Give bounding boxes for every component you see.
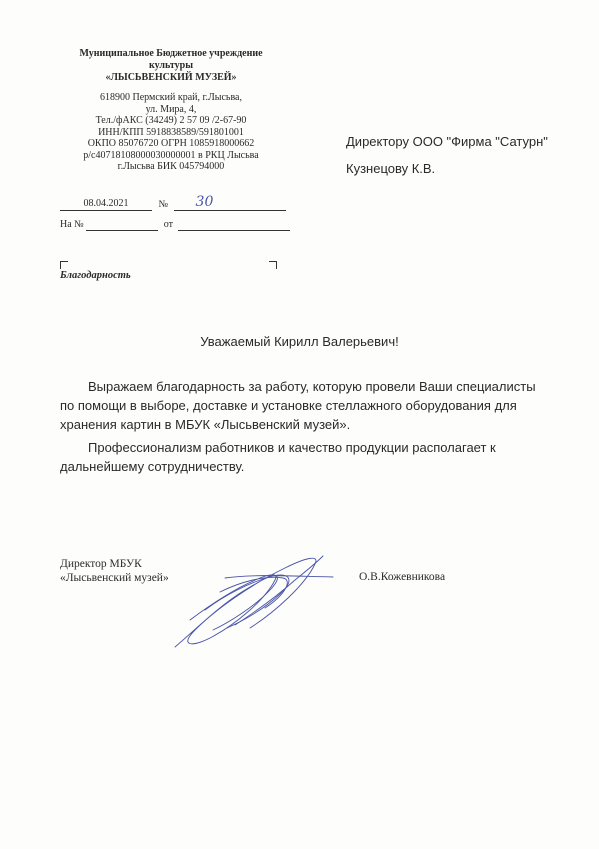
signer-name: О.В.Кожевникова	[359, 571, 446, 583]
letter-subject: Благодарность	[60, 270, 131, 281]
signer-title-line: «Лысьвенский музей»	[60, 572, 169, 584]
body-paragraph-2	[60, 438, 545, 476]
paragraph-text: Профессионализм работников и качество продукции располагает к дальнейшему сотрудничеству.	[60, 440, 496, 474]
address-line: ИНН/КПП 5918838589/591801001	[98, 126, 244, 138]
reference-label: На №	[60, 219, 84, 230]
org-line: Муниципальное Бюджетное учреждение	[79, 48, 263, 59]
address-line: Тел./фАКС (34249) 2 57 09 /2-67-90	[95, 115, 247, 126]
sender-address	[60, 92, 282, 173]
signer-title-line: Директор МБУК	[60, 558, 142, 570]
reference-line	[60, 219, 290, 231]
org-line: культуры	[148, 60, 194, 71]
address-line: ул. Мира, 4,	[145, 103, 197, 115]
address-line: 618900 Пермский край, г.Лысьва,	[100, 92, 242, 103]
address-line: г.Лысьва БИК 045794000	[117, 161, 225, 172]
body-paragraph-1	[60, 377, 545, 434]
date-number-line	[60, 196, 286, 211]
letter-date: 08.04.2021	[60, 198, 152, 211]
corner-mark-right	[269, 261, 277, 269]
corner-mark-left	[60, 261, 68, 269]
sender-block	[60, 48, 282, 173]
reference-date-field	[178, 219, 290, 231]
recipient-block	[346, 128, 548, 182]
address-line: ОКПО 85076720 ОГРН 1085918000662	[87, 138, 255, 149]
letter-number: 30	[195, 194, 214, 210]
number-sign: №	[158, 199, 169, 210]
paragraph-text: Выражаем благодарность за работу, которую провели Ваши специалисты по помощи в выборе, доставке и установке стеллажного оборудования для хранения картин в МБУК «Лысьвенский музей».	[60, 379, 536, 432]
salutation: Уважаемый Кирилл Валерьевич!	[200, 334, 399, 349]
signer-title	[60, 557, 169, 585]
recipient-position: Директору ООО "Фирма "Сатурн"	[346, 134, 548, 149]
handwritten-signature	[165, 550, 335, 660]
org-line: «ЛЫСЬВЕНСКИЙ МУЗЕЙ»	[105, 72, 237, 83]
recipient-name: Кузнецову К.В.	[346, 161, 436, 176]
address-line: р/с40718108000030000001 в РКЦ Лысьва	[83, 149, 259, 161]
letter-number-field	[174, 196, 286, 211]
from-label: от	[163, 219, 173, 230]
sender-organization	[60, 48, 282, 84]
reference-number-field	[86, 219, 158, 231]
